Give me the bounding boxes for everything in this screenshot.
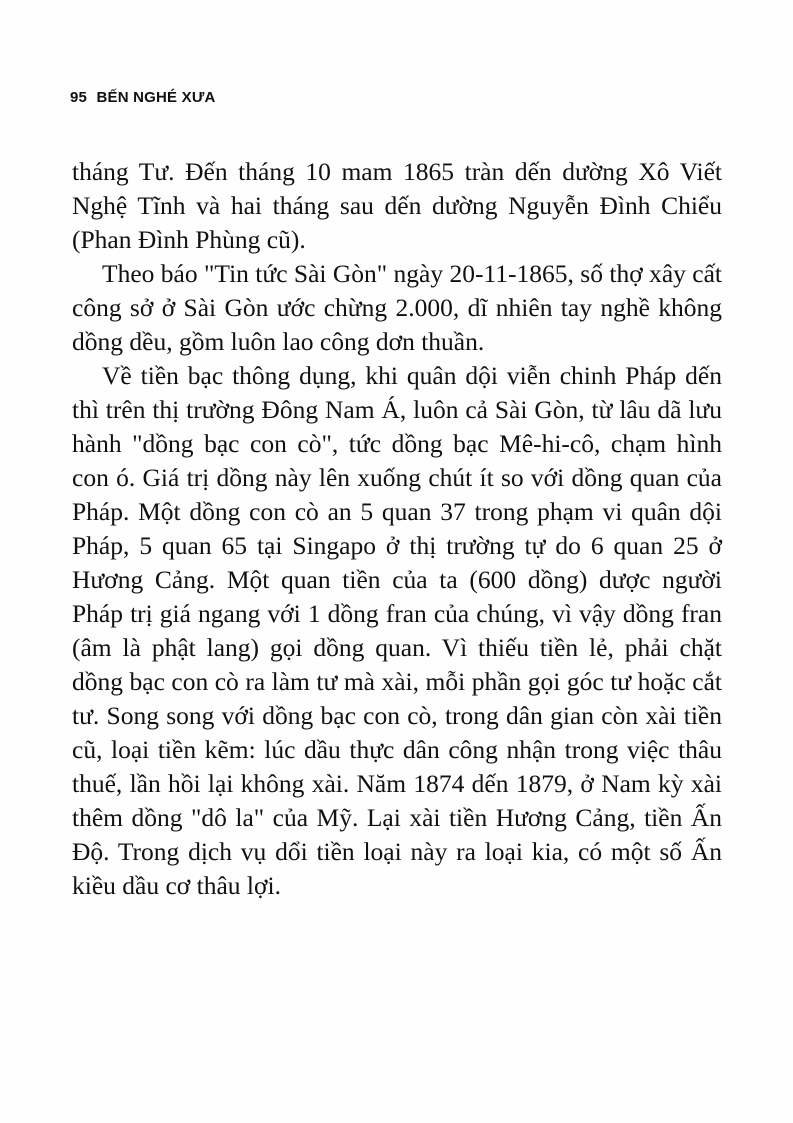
body-text	[72, 155, 722, 903]
paragraph-currency: Về tiền bạc thông dụng, khi quân dội viễn chinh Pháp dến thì trên thị trường Đông Nam Á, luôn cả Sài Gòn, từ lâu dã lưu hành "dồng bạc con cò", tức dồng bạc Mê-hi-cô, chạm hình con ó. Giá trị dồng này lên xuống chút ít so với dồng quan của Pháp. Một dồng con cò an 5 quan 37 trong phạm vi quân dội Pháp, 5 quan 65 tại Singapo ở thị trường tự do 6 quan 25 ở Hương Cảng. Một quan tiền của ta (600 dồng) dược người Pháp trị giá ngang với 1 dồng fran của chúng, vì vậy dồng fran (âm là phật lang) gọi dồng quan. Vì thiếu tiền lẻ, phải chặt dồng bạc con cò ra làm tư mà xài, mỗi phần gọi góc tư hoặc cắt tư. Song song với dồng bạc con cò, trong dân gian còn xài tiền cũ, loại tiền kẽm: lúc dầu thực dân công nhận trong việc thâu thuế, lần hồi lại không xài. Năm 1874 dến 1879, ở Nam kỳ xài thêm dồng "dô la" của Mỹ. Lại xài tiền Hương Cảng, tiền Ấn Độ. Trong dịch vụ dổi tiền loại này ra loại kia, có một số Ấn kiều dầu cơ thâu lợi.	[72, 361, 722, 900]
paragraph-continuation: tháng Tư. Đến tháng 10 mam 1865 tràn dến dường Xô Viết Nghệ Tĩnh và hai tháng sau dến dường Nguyễn Đình Chiểu (Phan Đình Phùng cũ).	[72, 157, 722, 254]
running-header	[70, 89, 216, 106]
running-title: BẾN NGHÉ XƯA	[96, 89, 216, 106]
page-number: 95	[70, 89, 88, 106]
paragraph-builders: Theo báo "Tin tức Sài Gòn" ngày 20-11-1865, số thợ xây cất công sở ở Sài Gòn ước chừng 2.000, dĩ nhiên tay nghề không dồng dều, gồm luôn lao công dơn thuần.	[72, 259, 722, 356]
